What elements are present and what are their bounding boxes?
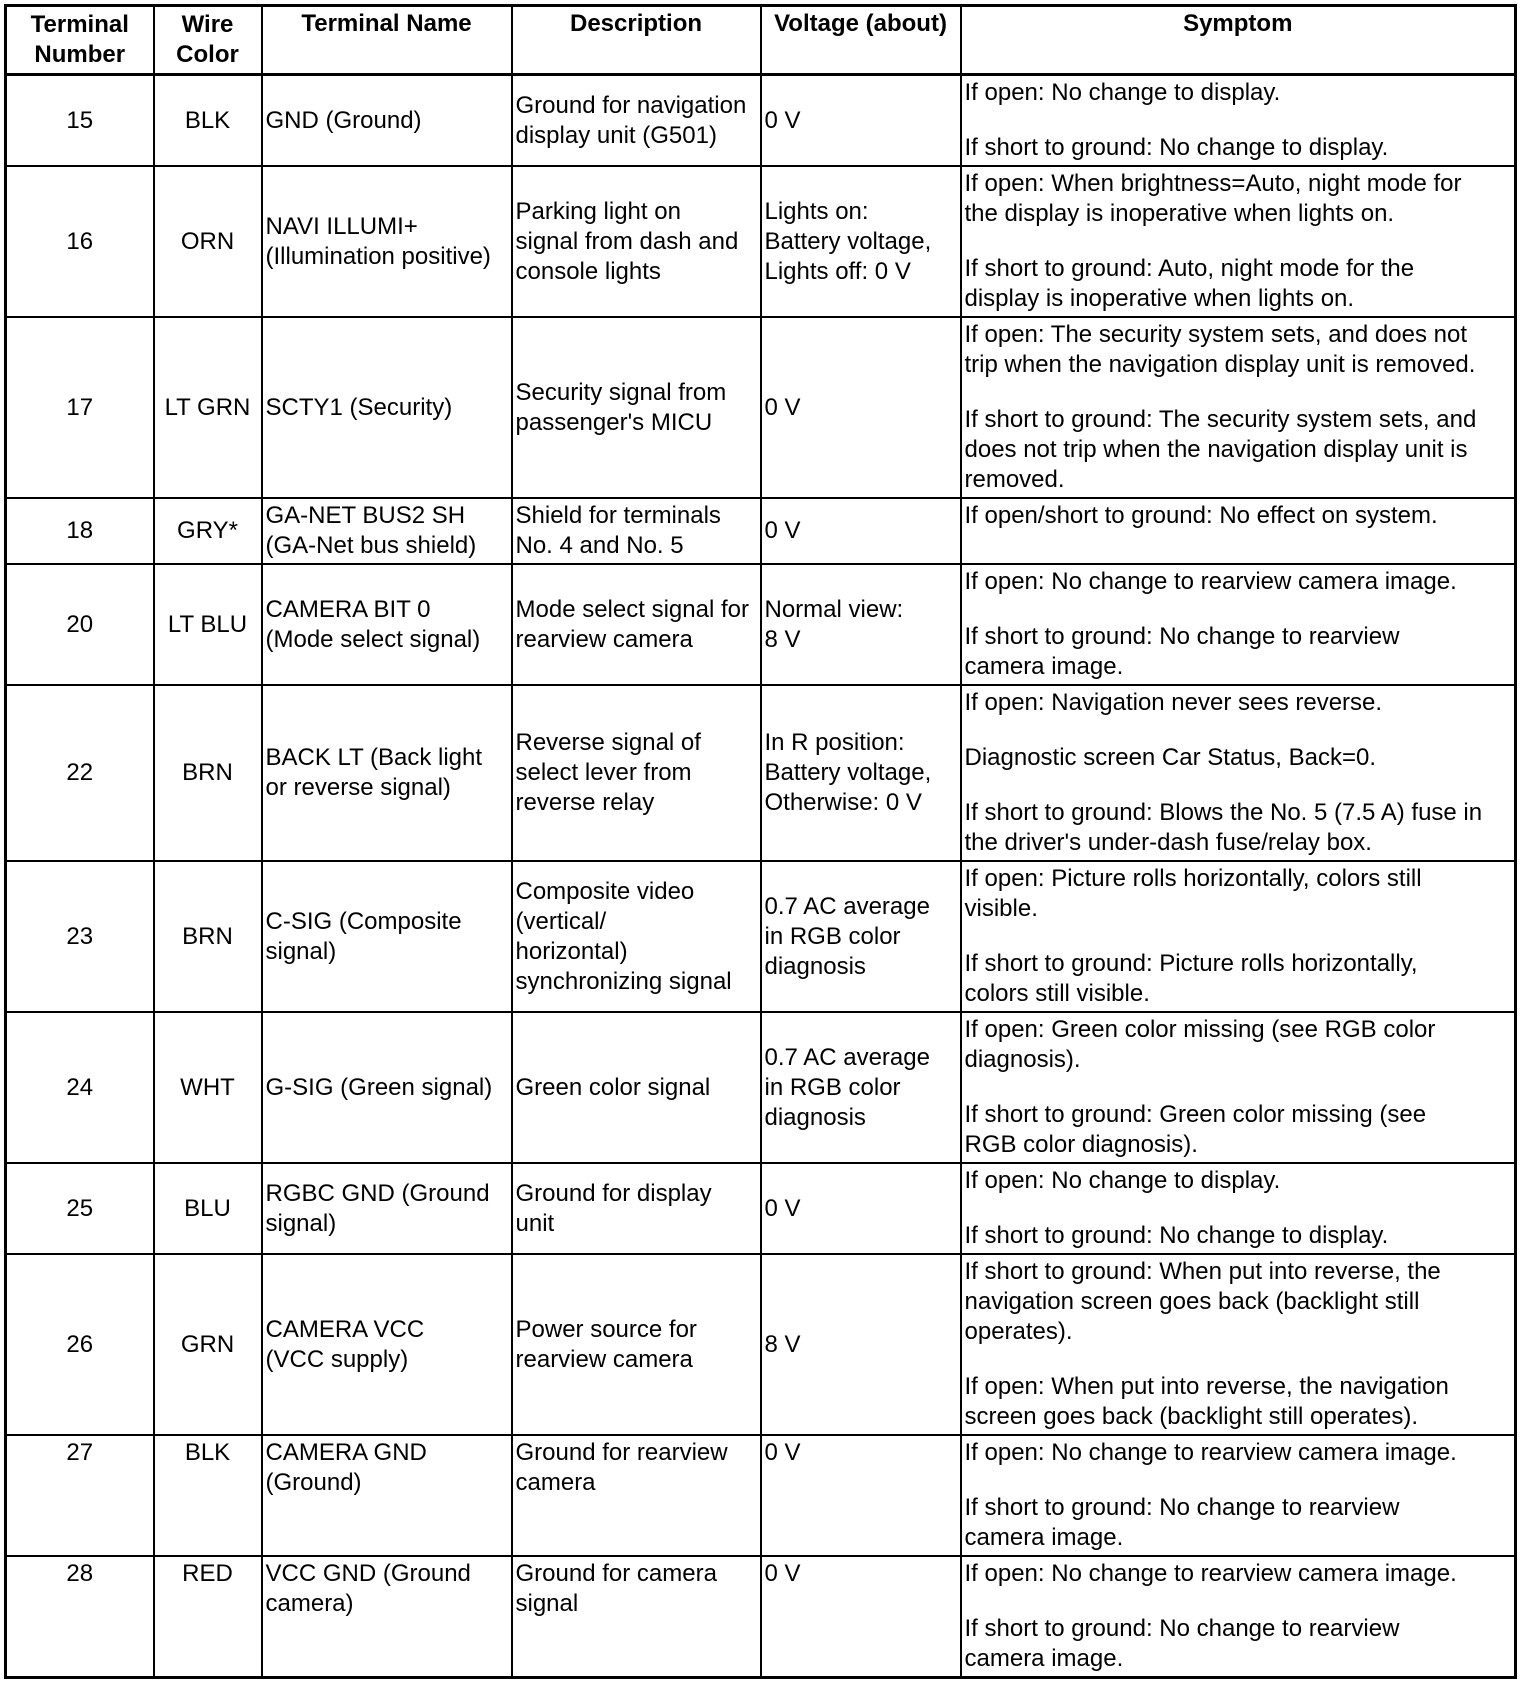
- description-cell-text: Power source for rearview camera: [515, 1315, 697, 1373]
- symptom-text: If short to ground: No change to rearview camera image.: [964, 1615, 1400, 1672]
- symptom-cell: [961, 861, 1516, 1012]
- wire-color-cell-text: RED: [182, 1560, 233, 1587]
- description-cell: [512, 1012, 761, 1163]
- terminal-table: [4, 4, 1517, 1679]
- wire-color-cell: [154, 685, 262, 861]
- terminal-name-cell: [262, 166, 512, 317]
- table-row: [6, 1012, 1516, 1163]
- terminal-number-cell: [6, 1435, 154, 1556]
- terminal-name-cell: [262, 1556, 512, 1678]
- header-description: Description: [512, 6, 761, 75]
- table-row: [6, 75, 1516, 167]
- wire-color-cell-text: LT BLU: [167, 610, 248, 638]
- symptom-cell: [961, 498, 1516, 564]
- symptom-text: If open: No change to rearview camera image.: [964, 568, 1457, 595]
- description-cell-text: Reverse signal of select lever from reverse relay: [515, 729, 701, 816]
- header-symptom: Symptom: [961, 6, 1516, 75]
- voltage-cell-text: 0 V: [764, 106, 801, 134]
- symptom-cell: [961, 166, 1516, 317]
- wire-color-cell: [154, 166, 262, 317]
- table-row: [6, 1163, 1516, 1254]
- description-cell: [512, 564, 761, 685]
- voltage-cell: [761, 564, 961, 685]
- terminal-name-cell-text: SCTY1 (Security): [265, 393, 453, 421]
- terminal-table-page: [4, 4, 1514, 1679]
- voltage-cell: [761, 498, 961, 564]
- description-cell: [512, 317, 761, 498]
- terminal-name-cell: [262, 685, 512, 861]
- terminal-name-cell-text: GND (Ground): [265, 106, 422, 134]
- symptom-text: If open: The security system sets, and does not trip when the navigation display unit is removed.: [964, 321, 1476, 378]
- voltage-cell: [761, 861, 961, 1012]
- terminal-number-cell: [6, 317, 154, 498]
- voltage-cell-text: Lights on: Battery voltage, Lights off: 0 V: [764, 197, 932, 285]
- terminal-number-cell-text: 22: [66, 759, 94, 786]
- voltage-cell: [761, 1435, 961, 1556]
- description-cell-text: Shield for terminals No. 4 and No. 5: [515, 502, 721, 559]
- wire-color-cell-text: BLK: [184, 1439, 231, 1466]
- voltage-cell: [761, 685, 961, 861]
- description-cell: [512, 1163, 761, 1254]
- terminal-number-cell-text: 15: [66, 106, 94, 134]
- terminal-name-cell: [262, 75, 512, 167]
- table-body: [6, 75, 1516, 1678]
- table-row: [6, 166, 1516, 317]
- symptom-text: If open: No change to display.: [964, 79, 1281, 106]
- symptom-text: If short to ground: Picture rolls horizontally, colors still visible.: [964, 950, 1418, 1007]
- table-row: [6, 498, 1516, 564]
- symptom-text: If open: No change to display.: [964, 1167, 1281, 1194]
- voltage-cell-text: 0.7 AC average in RGB color diagnosis: [764, 892, 930, 980]
- symptom-text: If short to ground: No change to rearview camera image.: [964, 623, 1400, 680]
- symptom-text: Diagnostic screen Car Status, Back=0.: [964, 744, 1377, 771]
- terminal-number-cell: [6, 564, 154, 685]
- voltage-cell-text: 0 V: [764, 1439, 801, 1466]
- voltage-cell: [761, 1012, 961, 1163]
- symptom-text: If open: When brightness=Auto, night mode for the display is inoperative when lights on.: [964, 170, 1462, 227]
- voltage-cell-text: 0 V: [764, 1560, 801, 1587]
- terminal-name-cell-text: RGBC GND (Ground signal): [265, 1179, 490, 1237]
- description-cell-text: Ground for display unit: [515, 1179, 712, 1237]
- symptom-text: If short to ground: No change to display.: [964, 134, 1389, 161]
- wire-color-cell-text: BRN: [182, 922, 233, 950]
- terminal-number-cell: [6, 498, 154, 564]
- terminal-name-cell: [262, 861, 512, 1012]
- description-cell-text: Green color signal: [515, 1073, 711, 1101]
- terminal-number-cell: [6, 1254, 154, 1435]
- terminal-name-cell: [262, 1435, 512, 1556]
- description-cell-text: Ground for rearview camera: [515, 1439, 728, 1496]
- wire-color-cell-text: BRN: [182, 759, 233, 786]
- terminal-name-cell-text: NAVI ILLUMI+ (Illumination positive): [265, 212, 491, 270]
- description-cell: [512, 1254, 761, 1435]
- voltage-cell: [761, 166, 961, 317]
- voltage-cell-text: Normal view: 8 V: [764, 595, 904, 653]
- terminal-name-cell: [262, 1163, 512, 1254]
- symptom-text: If short to ground: When put into reverse, the navigation screen goes back (backlight still operates).: [964, 1258, 1441, 1345]
- symptom-text: If open: Green color missing (see RGB color diagnosis).: [964, 1016, 1436, 1073]
- table-row: [6, 317, 1516, 498]
- terminal-number-cell-text: 27: [66, 1439, 94, 1466]
- description-cell-text: Composite video (vertical/ horizontal) synchronizing signal: [515, 877, 732, 995]
- terminal-number-cell: [6, 75, 154, 167]
- terminal-name-cell-text: GA-NET BUS2 SH (GA-Net bus shield): [265, 502, 477, 559]
- terminal-number-cell: [6, 1012, 154, 1163]
- symptom-cell: [961, 685, 1516, 861]
- description-cell-text: Ground for navigation display unit (G501): [515, 91, 747, 149]
- description-cell: [512, 166, 761, 317]
- terminal-number-cell: [6, 166, 154, 317]
- terminal-number-cell-text: 26: [66, 1330, 94, 1358]
- terminal-number-cell-text: 18: [66, 517, 94, 544]
- wire-color-cell: [154, 1012, 262, 1163]
- wire-color-cell: [154, 75, 262, 167]
- symptom-cell: [961, 1435, 1516, 1556]
- table-row: [6, 1254, 1516, 1435]
- header-terminal-name: Terminal Name: [262, 6, 512, 75]
- terminal-number-cell-text: 28: [66, 1560, 94, 1587]
- symptom-text: If open: No change to rearview camera image.: [964, 1439, 1457, 1466]
- symptom-text: If short to ground: No change to display.: [964, 1222, 1389, 1249]
- symptom-text: If short to ground: Auto, night mode for the display is inoperative when lights on.: [964, 255, 1415, 312]
- wire-color-cell: [154, 498, 262, 564]
- symptom-text: If short to ground: Blows the No. 5 (7.5 A) fuse in the driver's under-dash fuse/relay box.: [964, 799, 1483, 856]
- terminal-name-cell-text: CAMERA VCC (VCC supply): [265, 1315, 425, 1373]
- terminal-number-cell: [6, 1163, 154, 1254]
- terminal-name-cell: [262, 1254, 512, 1435]
- terminal-number-cell-text: 25: [66, 1194, 94, 1222]
- terminal-number-cell-text: 23: [66, 922, 94, 950]
- symptom-cell: [961, 1254, 1516, 1435]
- symptom-text: If open/short to ground: No effect on system.: [964, 502, 1438, 529]
- voltage-cell: [761, 1556, 961, 1678]
- symptom-cell: [961, 1556, 1516, 1678]
- wire-color-cell-text: GRN: [180, 1330, 235, 1358]
- voltage-cell-text: 0 V: [764, 1194, 801, 1222]
- wire-color-cell: [154, 1254, 262, 1435]
- wire-color-cell: [154, 1556, 262, 1678]
- description-cell-text: Mode select signal for rearview camera: [515, 595, 749, 653]
- terminal-name-cell-text: C-SIG (Composite signal): [265, 907, 462, 965]
- wire-color-cell: [154, 317, 262, 498]
- voltage-cell: [761, 317, 961, 498]
- description-cell-text: Parking light on signal from dash and console lights: [515, 197, 739, 285]
- wire-color-cell-text: GRY*: [177, 517, 238, 544]
- terminal-number-cell: [6, 1556, 154, 1678]
- terminal-name-cell-text: BACK LT (Back light or reverse signal): [265, 744, 483, 801]
- symptom-text: If short to ground: The security system sets, and does not trip when the navigation display unit is removed.: [964, 406, 1477, 493]
- table-row: [6, 685, 1516, 861]
- description-cell: [512, 685, 761, 861]
- wire-color-cell: [154, 1163, 262, 1254]
- terminal-name-cell-text: G-SIG (Green signal): [265, 1073, 493, 1101]
- voltage-cell: [761, 1163, 961, 1254]
- symptom-cell: [961, 75, 1516, 167]
- table-row: [6, 564, 1516, 685]
- symptom-text: If short to ground: No change to rearview camera image.: [964, 1494, 1400, 1551]
- terminal-number-cell: [6, 685, 154, 861]
- voltage-cell-text: 8 V: [764, 1330, 801, 1358]
- terminal-name-cell: [262, 498, 512, 564]
- terminal-name-cell: [262, 1012, 512, 1163]
- table-row: [6, 1435, 1516, 1556]
- wire-color-cell: [154, 861, 262, 1012]
- terminal-name-cell: [262, 317, 512, 498]
- header-voltage: Voltage (about): [761, 6, 961, 75]
- table-row: [6, 861, 1516, 1012]
- voltage-cell-text: 0.7 AC average in RGB color diagnosis: [764, 1043, 930, 1131]
- description-cell: [512, 861, 761, 1012]
- terminal-number-cell: [6, 861, 154, 1012]
- wire-color-cell-text: BLU: [184, 1194, 231, 1222]
- header-terminal-number: Terminal Number: [6, 6, 154, 75]
- description-cell: [512, 1556, 761, 1678]
- voltage-cell-text: In R position: Battery voltage, Otherwise: 0 V: [764, 729, 932, 816]
- description-cell-text: Security signal from passenger's MICU: [515, 378, 727, 436]
- table-row: [6, 1556, 1516, 1678]
- terminal-name-cell-text: CAMERA GND (Ground): [265, 1439, 427, 1496]
- terminal-number-cell-text: 16: [66, 227, 94, 255]
- symptom-text: If open: Navigation never sees reverse.: [964, 689, 1383, 716]
- wire-color-cell-text: ORN: [180, 227, 235, 255]
- wire-color-cell-text: WHT: [180, 1073, 235, 1101]
- voltage-cell-text: 0 V: [764, 517, 801, 544]
- voltage-cell: [761, 75, 961, 167]
- terminal-number-cell-text: 17: [66, 393, 94, 421]
- symptom-cell: [961, 564, 1516, 685]
- description-cell: [512, 1435, 761, 1556]
- voltage-cell-text: 0 V: [764, 393, 801, 421]
- symptom-cell: [961, 317, 1516, 498]
- wire-color-cell-text: BLK: [184, 106, 231, 134]
- symptom-cell: [961, 1012, 1516, 1163]
- terminal-name-cell-text: CAMERA BIT 0 (Mode select signal): [265, 595, 481, 653]
- table-header-row: [6, 6, 1516, 75]
- wire-color-cell-text: LT GRN: [164, 393, 251, 421]
- terminal-name-cell-text: VCC GND (Ground camera): [265, 1560, 471, 1617]
- description-cell: [512, 75, 761, 167]
- terminal-number-cell-text: 20: [66, 610, 94, 638]
- description-cell-text: Ground for camera signal: [515, 1560, 717, 1617]
- symptom-text: If open: Picture rolls horizontally, colors still visible.: [964, 865, 1422, 922]
- terminal-name-cell: [262, 564, 512, 685]
- terminal-number-cell-text: 24: [66, 1073, 94, 1101]
- voltage-cell: [761, 1254, 961, 1435]
- wire-color-cell: [154, 564, 262, 685]
- wire-color-cell: [154, 1435, 262, 1556]
- symptom-cell: [961, 1163, 1516, 1254]
- symptom-text: If open: When put into reverse, the navigation screen goes back (backlight still operates).: [964, 1373, 1449, 1430]
- description-cell: [512, 498, 761, 564]
- symptom-text: If short to ground: Green color missing (see RGB color diagnosis).: [964, 1101, 1427, 1158]
- header-wire-color: Wire Color: [154, 6, 262, 75]
- symptom-text: If open: No change to rearview camera image.: [964, 1560, 1457, 1587]
